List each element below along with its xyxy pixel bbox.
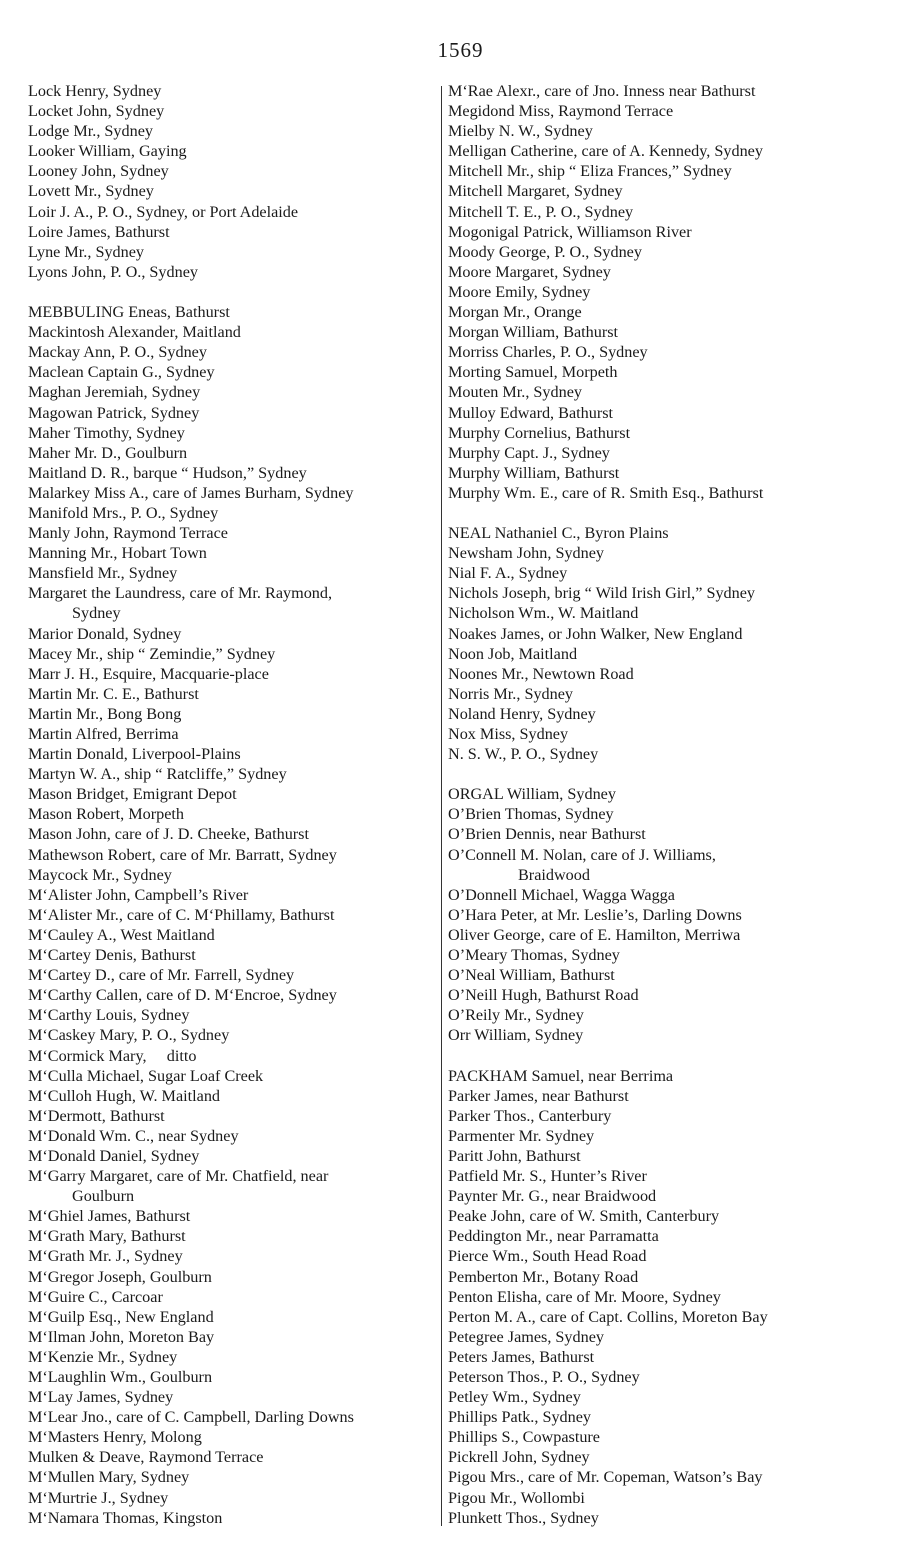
list-item: Penton Elisha, care of Mr. Moore, Sydney bbox=[448, 1287, 721, 1306]
list-item: Pemberton Mr., Botany Road bbox=[448, 1267, 639, 1286]
list-item: Noakes James, or John Walker, New England bbox=[448, 624, 743, 643]
list-item: M‘Donald Daniel, Sydney bbox=[28, 1146, 200, 1165]
list-item: Mackay Ann, P. O., Sydney bbox=[28, 343, 207, 362]
list-item: Murphy William, Bathurst bbox=[448, 463, 620, 482]
list-item: Pierce Wm., South Head Road bbox=[448, 1247, 647, 1266]
list-item: Petegree James, Sydney bbox=[448, 1327, 604, 1346]
list-item: Loire James, Bathurst bbox=[28, 222, 170, 241]
list-item: Mouten Mr., Sydney bbox=[448, 383, 582, 402]
list-item: M‘Donald Wm. C., near Sydney bbox=[28, 1126, 239, 1145]
list-item: Maycock Mr., Sydney bbox=[28, 865, 172, 884]
list-item: Looney John, Sydney bbox=[28, 162, 169, 181]
list-item: M‘Cartey Denis, Bathurst bbox=[28, 946, 196, 965]
list-item: Noland Henry, Sydney bbox=[448, 704, 596, 723]
list-item: Mitchell Mr., ship “ Eliza Frances,” Sydney bbox=[448, 162, 732, 181]
list-item: M‘Cauley A., West Maitland bbox=[28, 925, 215, 944]
list-item: Lock Henry, Sydney bbox=[28, 82, 162, 100]
right-column-list bbox=[448, 81, 868, 1528]
list-item: Noones Mr., Newtown Road bbox=[448, 664, 634, 683]
list-item: O’Reily Mr., Sydney bbox=[448, 1006, 584, 1025]
list-item: M‘Lay James, Sydney bbox=[28, 1388, 174, 1407]
list-item: Moore Margaret, Sydney bbox=[448, 262, 611, 281]
section-gap bbox=[448, 764, 868, 784]
list-item: M‘Namara Thomas, Kingston bbox=[28, 1508, 223, 1527]
list-item: Petley Wm., Sydney bbox=[448, 1388, 581, 1407]
list-item: Oliver George, care of E. Hamilton, Merriwa bbox=[448, 925, 741, 944]
list-item: O’Neill Hugh, Bathurst Road bbox=[448, 986, 639, 1005]
list-item: Mitchell T. E., P. O., Sydney bbox=[448, 202, 634, 221]
list-item: Maher Mr. D., Goulburn bbox=[28, 443, 188, 462]
list-item: Mielby N. W., Sydney bbox=[448, 122, 593, 141]
list-item: Moore Emily, Sydney bbox=[448, 282, 591, 301]
list-item: Mitchell Margaret, Sydney bbox=[448, 182, 623, 201]
list-item: Newsham John, Sydney bbox=[448, 544, 605, 563]
section-gap bbox=[448, 1046, 868, 1066]
list-item-continuation: Goulburn bbox=[72, 1187, 135, 1206]
list-item: Lovett Mr., Sydney bbox=[28, 182, 154, 201]
list-item: Noon Job, Maitland bbox=[448, 644, 578, 663]
list-item: M‘Carthy Callen, care of D. M‘Encroe, Sydney bbox=[28, 986, 337, 1005]
section-gap bbox=[28, 282, 440, 302]
list-item: Mansfield Mr., Sydney bbox=[28, 564, 178, 583]
list-item: M‘Alister Mr., care of C. M‘Phillamy, Bathurst bbox=[28, 905, 335, 924]
list-item: Magowan Patrick, Sydney bbox=[28, 403, 200, 422]
list-item: M‘Culloh Hugh, W. Maitland bbox=[28, 1086, 221, 1105]
list-item: Martin Mr. C. E., Bathurst bbox=[28, 684, 199, 703]
list-item: M‘Masters Henry, Molong bbox=[28, 1428, 202, 1447]
list-item: Morgan William, Bathurst bbox=[448, 323, 619, 342]
list-item: Martin Donald, Liverpool-Plains bbox=[28, 745, 241, 764]
list-item: Moody George, P. O., Sydney bbox=[448, 242, 642, 261]
list-item: Maghan Jeremiah, Sydney bbox=[28, 383, 201, 402]
list-item: Orr William, Sydney bbox=[448, 1026, 584, 1045]
list-item: Mulloy Edward, Bathurst bbox=[448, 403, 614, 422]
list-item: Martin Mr., Bong Bong bbox=[28, 704, 182, 723]
list-item: Norris Mr., Sydney bbox=[448, 684, 574, 703]
list-item: N. S. W., P. O., Sydney bbox=[448, 745, 599, 764]
list-item: M‘Ilman John, Moreton Bay bbox=[28, 1327, 215, 1346]
list-item: O’Donnell Michael, Wagga Wagga bbox=[448, 885, 675, 904]
list-item: Nicholson Wm., W. Maitland bbox=[448, 604, 639, 623]
list-item: NEAL Nathaniel C., Byron Plains bbox=[448, 524, 669, 543]
list-item: M‘Mullen Mary, Sydney bbox=[28, 1468, 190, 1487]
list-item: O’Brien Dennis, near Bathurst bbox=[448, 825, 646, 844]
list-item: Melligan Catherine, care of A. Kennedy, Sydney bbox=[448, 142, 763, 161]
list-item: Nichols Joseph, brig “ Wild Irish Girl,” Sydney bbox=[448, 584, 756, 603]
list-item: Mason John, care of J. D. Cheeke, Bathurst bbox=[28, 825, 309, 844]
list-item: Manifold Mrs., P. O., Sydney bbox=[28, 503, 219, 522]
list-item: Megidond Miss, Raymond Terrace bbox=[448, 102, 674, 121]
list-item: Phillips Patk., Sydney bbox=[448, 1408, 592, 1427]
list-item: M‘Cartey D., care of Mr. Farrell, Sydney bbox=[28, 966, 295, 985]
list-item: Morgan Mr., Orange bbox=[448, 303, 582, 322]
list-item: Mulken & Deave, Raymond Terrace bbox=[28, 1448, 264, 1467]
list-item: Maher Timothy, Sydney bbox=[28, 423, 185, 442]
list-item: Peters James, Bathurst bbox=[448, 1347, 595, 1366]
list-item-continuation: Sydney bbox=[72, 604, 121, 623]
list-item: Murphy Wm. E., care of R. Smith Esq., Bathurst bbox=[448, 483, 764, 502]
list-item: Mogonigal Patrick, Williamson River bbox=[448, 222, 692, 241]
list-item: Peake John, care of W. Smith, Canterbury bbox=[448, 1207, 720, 1226]
list-item: O’Hara Peter, at Mr. Leslie’s, Darling Downs bbox=[448, 905, 742, 924]
list-item: Parker Thos., Canterbury bbox=[448, 1106, 612, 1125]
list-item: M‘Kenzie Mr., Sydney bbox=[28, 1347, 178, 1366]
list-item: Peterson Thos., P. O., Sydney bbox=[448, 1368, 640, 1386]
list-item: Nox Miss, Sydney bbox=[448, 725, 569, 743]
list-item: Murphy Capt. J., Sydney bbox=[448, 443, 610, 462]
list-item: Perton M. A., care of Capt. Collins, Moreton Bay bbox=[448, 1307, 768, 1326]
list-item: M‘Caskey Mary, P. O., Sydney bbox=[28, 1026, 230, 1045]
list-item: O’Neal William, Bathurst bbox=[448, 966, 615, 985]
list-item: Mason Robert, Morpeth bbox=[28, 805, 185, 824]
list-item: Maclean Captain G., Sydney bbox=[28, 363, 215, 382]
list-item: Lyne Mr., Sydney bbox=[28, 242, 145, 261]
list-item: M‘Grath Mr. J., Sydney bbox=[28, 1247, 183, 1266]
list-item: ORGAL William, Sydney bbox=[448, 785, 616, 804]
list-item: Manning Mr., Hobart Town bbox=[28, 544, 207, 563]
list-item: Malarkey Miss A., care of James Burham, Sydney bbox=[28, 483, 354, 502]
page-number: 1569 bbox=[437, 38, 484, 62]
list-item: M‘Dermott, Bathurst bbox=[28, 1106, 165, 1125]
list-item-continuation: Braidwood bbox=[518, 865, 590, 884]
left-column-list bbox=[28, 81, 440, 1528]
list-item: Paynter Mr. G., near Braidwood bbox=[448, 1187, 657, 1206]
list-item: M‘Cormick Mary, ditto bbox=[28, 1046, 197, 1065]
list-item: Parmenter Mr. Sydney bbox=[448, 1126, 595, 1145]
list-item: M‘Murtrie J., Sydney bbox=[28, 1488, 169, 1507]
list-item: Murphy Cornelius, Bathurst bbox=[448, 423, 631, 442]
list-item: Mathewson Robert, care of Mr. Barratt, Sydney bbox=[28, 845, 337, 864]
list-item: Looker William, Gaying bbox=[28, 142, 187, 161]
list-item: Locket John, Sydney bbox=[28, 102, 165, 121]
list-item: M‘Guilp Esq., New England bbox=[28, 1307, 214, 1326]
list-item: Morriss Charles, P. O., Sydney bbox=[448, 343, 648, 362]
list-item: M‘Laughlin Wm., Goulburn bbox=[28, 1368, 213, 1386]
list-item: M‘Carthy Louis, Sydney bbox=[28, 1006, 190, 1025]
list-item: O’Brien Thomas, Sydney bbox=[448, 805, 614, 824]
list-item: M‘Culla Michael, Sugar Loaf Creek bbox=[28, 1066, 264, 1085]
column-divider bbox=[441, 86, 442, 1526]
list-item: O’Connell M. Nolan, care of J. Williams, bbox=[448, 845, 716, 864]
list-item: O’Meary Thomas, Sydney bbox=[448, 946, 620, 965]
list-item: M‘Lear Jno., care of C. Campbell, Darling Downs bbox=[28, 1408, 354, 1427]
list-item: PACKHAM Samuel, near Berrima bbox=[448, 1066, 674, 1085]
list-item: Nial F. A., Sydney bbox=[448, 564, 568, 583]
list-item: Lyons John, P. O., Sydney bbox=[28, 262, 198, 281]
list-item: Loir J. A., P. O., Sydney, or Port Adelaide bbox=[28, 202, 299, 221]
list-item: Pickrell John, Sydney bbox=[448, 1448, 590, 1467]
list-item: Pigou Mrs., care of Mr. Copeman, Watson’s Bay bbox=[448, 1468, 763, 1487]
list-item: M‘Gregor Joseph, Goulburn bbox=[28, 1267, 212, 1286]
list-item: Parker James, near Bathurst bbox=[448, 1086, 629, 1105]
list-item: Mackintosh Alexander, Maitland bbox=[28, 323, 241, 342]
list-item: Marior Donald, Sydney bbox=[28, 624, 182, 643]
list-item: Margaret the Laundress, care of Mr. Raymond, bbox=[28, 584, 333, 603]
list-item: Mason Bridget, Emigrant Depot bbox=[28, 785, 237, 804]
list-item: M‘Ghiel James, Bathurst bbox=[28, 1207, 191, 1226]
list-item: Marr J. H., Esquire, Macquarie-place bbox=[28, 664, 269, 683]
list-item: Peddington Mr., near Parramatta bbox=[448, 1227, 659, 1246]
list-item: M‘Grath Mary, Bathurst bbox=[28, 1227, 186, 1246]
list-item: M‘Guire C., Carcoar bbox=[28, 1287, 163, 1306]
list-item: Phillips S., Cowpasture bbox=[448, 1428, 600, 1447]
list-item: Morting Samuel, Morpeth bbox=[448, 363, 618, 382]
list-item: Lodge Mr., Sydney bbox=[28, 122, 153, 141]
list-item: M‘Alister John, Campbell’s River bbox=[28, 885, 249, 904]
list-item: MEBBULING Eneas, Bathurst bbox=[28, 303, 230, 322]
section-gap bbox=[448, 503, 868, 523]
list-item: Patfield Mr. S., Hunter’s River bbox=[448, 1167, 647, 1186]
list-item: M‘Garry Margaret, care of Mr. Chatfield, near bbox=[28, 1167, 329, 1186]
list-item: Plunkett Thos., Sydney bbox=[448, 1508, 599, 1527]
list-item: Martin Alfred, Berrima bbox=[28, 725, 179, 743]
list-item: Pigou Mr., Wollombi bbox=[448, 1488, 585, 1507]
list-item: Manly John, Raymond Terrace bbox=[28, 524, 228, 543]
list-item: Macey Mr., ship “ Zemindie,” Sydney bbox=[28, 644, 276, 663]
list-item: Martyn W. A., ship “ Ratcliffe,” Sydney bbox=[28, 765, 287, 784]
list-item: Maitland D. R., barque “ Hudson,” Sydney bbox=[28, 463, 307, 482]
list-item: Paritt John, Bathurst bbox=[448, 1146, 581, 1165]
list-item: M‘Rae Alexr., care of Jno. Inness near Bathurst bbox=[448, 82, 756, 100]
